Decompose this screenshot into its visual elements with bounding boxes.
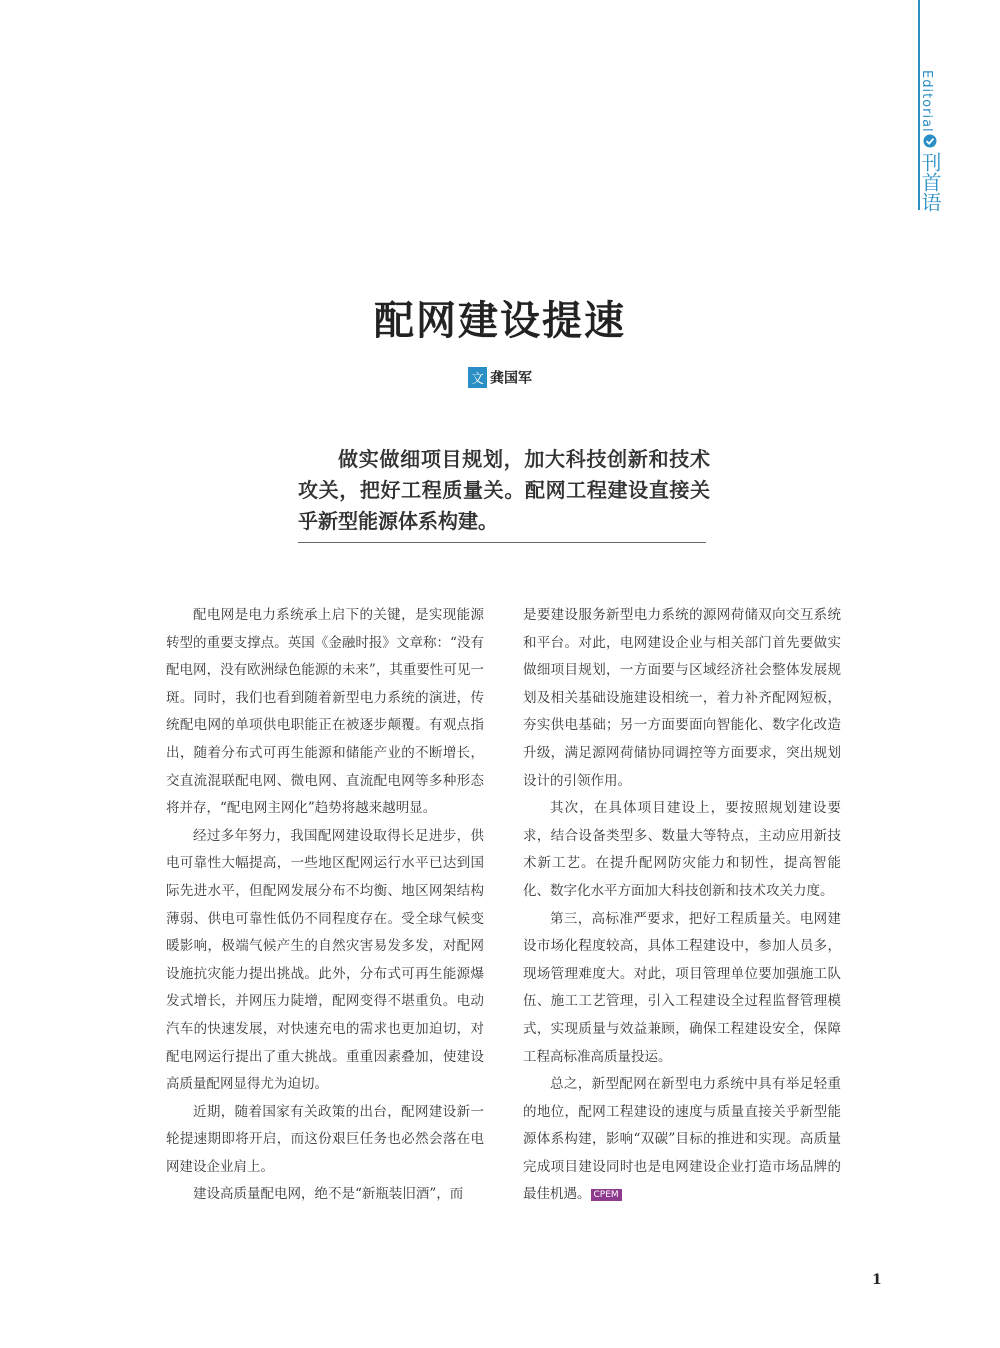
body-paragraph: 配电网是电力系统承上启下的关键，是实现能源转型的重要支撑点。英国《金融时报》文章称：“没有配电网，没有欧洲绿色能源的未来”，其重要性可见一斑。同时，我们也看到随着新型电力系统的演进，传统配电网的单项供电职能正在被逐步颠覆。有观点指出，随着分布式可再生能源和储能产业的不断增长，交直流混联配电网、微电网、直流配电网等多种形态将并存，“配电网主网化”趋势将越来越明显。 xyxy=(166,607,484,817)
author-name: 龚国军 xyxy=(490,370,532,387)
body-paragraph: 建设高质量配电网，绝不是“新瓶装旧酒”，而 xyxy=(193,1186,464,1203)
end-mark-badge: CPEM xyxy=(591,1189,622,1201)
body-paragraph: 近期，随着国家有关政策的出台，配网建设新一轮提速期即将开启，而这份艰巨任务也必然会落在电网建设企业肩上。 xyxy=(166,1103,484,1175)
body-column-right xyxy=(523,602,841,1209)
article-title: 配网建设提速 xyxy=(374,296,626,344)
body-paragraph: 第三，高标准严要求，把好工程质量关。电网建设市场化程度较高，具体工程建设中，参加人员多，现场管理难度大。对此，项目管理单位要加强施工队伍、施工工艺管理，引入工程建设全过程监督管理模式，实现质量与效益兼顾，确保工程建设安全，保障工程高标准高质量投运。 xyxy=(523,910,841,1065)
section-label-en: Editorial xyxy=(919,70,934,133)
body-paragraph xyxy=(523,1071,841,1209)
closing-text: 总之，新型配网在新型电力系统中具有举足轻重的地位，配网工程建设的速度与质量直接关乎新型能源体系构建，影响“双碳”目标的推进和实现。高质量完成项目建设同时也是电网建设企业打造市场品牌的最佳机遇。 xyxy=(523,1076,841,1203)
body-paragraph: 其次，在具体项目建设上，要按照规划建设要求，结合设备类型多、数量大等特点，主动应用新技术新工艺。在提升配网防灾能力和韧性，提高智能化、数字化水平方面加大科技创新和技术攻关力度。 xyxy=(523,800,841,899)
lead-paragraph: 做实做细项目规划，加大科技创新和技术攻关，把好工程质量关。配网工程建设直接关乎新型能源体系构建。 xyxy=(298,447,710,533)
byline-tag: 文 xyxy=(468,367,487,388)
section-label xyxy=(919,70,951,220)
body-paragraph: 是要建设服务新型电力系统的源网荷储双向交互系统和平台。对此，电网建设企业与相关部门首先要做实做细项目规划，一方面要与区域经济社会整体发展规划及相关基础设施建设相统一，着力补齐配网短板，夯实供电基础；另一方面要面向智能化、数字化改造升级，满足源网荷储协同调控等方面要求，突出规划设计的引领作用。 xyxy=(523,607,841,789)
body-column-left xyxy=(166,602,484,1209)
lead-divider xyxy=(298,542,706,543)
byline xyxy=(0,367,1000,388)
body-paragraph: 经过多年努力，我国配网建设取得长足进步，供电可靠性大幅提高，一些地区配网运行水平已达到国际先进水平，但配网发展分布不均衡、地区网架结构薄弱、供电可靠性低仍不同程度存在。受全球气候变暖影响，极端气候产生的自然灾害易发多发，对配网设施抗灾能力提出挑战。此外，分布式可再生能源爆发式增长，并网压力陡增，配网变得不堪重负。电动汽车的快速发展，对快速充电的需求也更加迫切，对配电网运行提出了重大挑战。重重因素叠加，使建设高质量配网显得尤为迫切。 xyxy=(166,827,484,1093)
section-label-cn: 刊首语 xyxy=(918,152,942,212)
check-circle-icon xyxy=(923,134,937,148)
page-number: 1 xyxy=(872,1272,882,1288)
